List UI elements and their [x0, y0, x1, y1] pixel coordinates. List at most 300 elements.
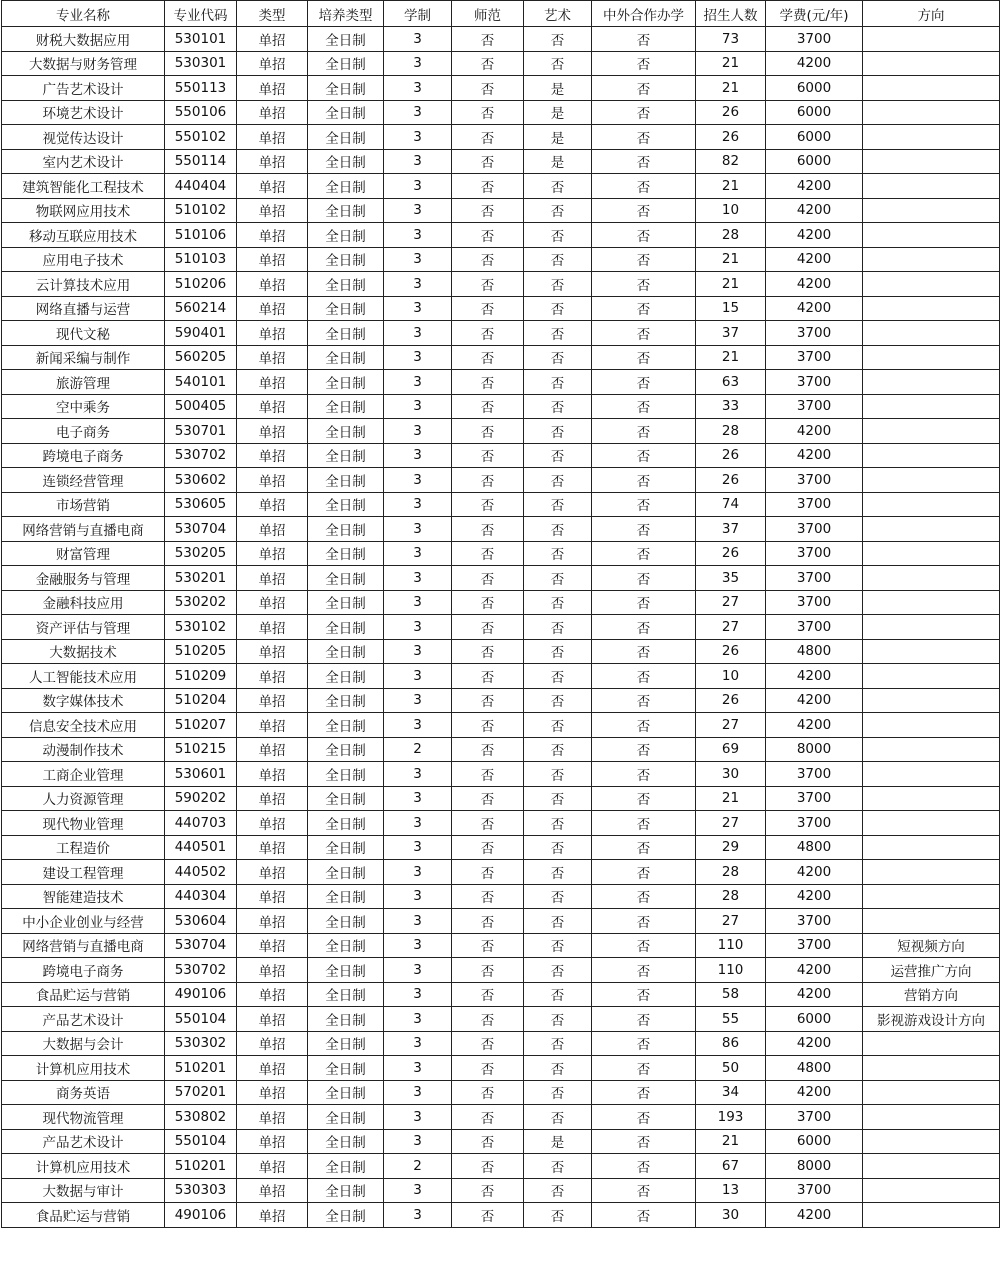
- tuition-cell: 4200: [766, 1080, 863, 1105]
- direction-cell: [863, 100, 1000, 125]
- major-code-cell: 440703: [165, 811, 237, 836]
- direction-cell: [863, 394, 1000, 419]
- major-name-cell: 现代物流管理: [2, 1105, 165, 1130]
- major-name-cell: 工程造价: [2, 835, 165, 860]
- table-row: [2, 296, 1000, 321]
- tuition-cell: 4800: [766, 639, 863, 664]
- joint-program-cell: 否: [592, 1105, 696, 1130]
- tuition-cell: 6000: [766, 76, 863, 101]
- type-cell: 单招: [237, 27, 308, 52]
- direction-cell: [863, 517, 1000, 542]
- study-mode-cell: 全日制: [308, 296, 384, 321]
- joint-program-cell: 否: [592, 762, 696, 787]
- normal-cell: 否: [452, 811, 524, 836]
- duration-cell: 3: [384, 198, 452, 223]
- normal-cell: 否: [452, 394, 524, 419]
- duration-cell: 3: [384, 419, 452, 444]
- joint-program-cell: 否: [592, 884, 696, 909]
- major-name-cell: 视觉传达设计: [2, 125, 165, 150]
- major-name-cell: 动漫制作技术: [2, 737, 165, 762]
- major-code-cell: 510215: [165, 737, 237, 762]
- study-mode-cell: 全日制: [308, 688, 384, 713]
- major-name-cell: 广告艺术设计: [2, 76, 165, 101]
- type-cell: 单招: [237, 835, 308, 860]
- table-row: [2, 909, 1000, 934]
- type-cell: 单招: [237, 345, 308, 370]
- major-code-cell: 530303: [165, 1178, 237, 1203]
- table-row: [2, 149, 1000, 174]
- table-row: [2, 443, 1000, 468]
- table-row: [2, 1154, 1000, 1179]
- joint-program-cell: 否: [592, 566, 696, 591]
- tuition-cell: 4800: [766, 1056, 863, 1081]
- duration-cell: 3: [384, 615, 452, 640]
- type-cell: 单招: [237, 174, 308, 199]
- joint-program-cell: 否: [592, 1129, 696, 1154]
- major-name-cell: 产品艺术设计: [2, 1007, 165, 1032]
- art-cell: 否: [524, 884, 592, 909]
- tuition-cell: 6000: [766, 149, 863, 174]
- type-cell: 单招: [237, 1056, 308, 1081]
- major-name-cell: 网络营销与直播电商: [2, 517, 165, 542]
- tuition-cell: 3700: [766, 566, 863, 591]
- header-type: 类型: [237, 1, 308, 27]
- tuition-cell: 3700: [766, 615, 863, 640]
- study-mode-cell: 全日制: [308, 321, 384, 346]
- major-code-cell: 510103: [165, 247, 237, 272]
- enrollment-cell: 26: [696, 541, 766, 566]
- type-cell: 单招: [237, 1178, 308, 1203]
- study-mode-cell: 全日制: [308, 1080, 384, 1105]
- type-cell: 单招: [237, 1080, 308, 1105]
- major-code-cell: 590202: [165, 786, 237, 811]
- art-cell: 否: [524, 933, 592, 958]
- table-row: [2, 1105, 1000, 1130]
- study-mode-cell: 全日制: [308, 786, 384, 811]
- normal-cell: 否: [452, 1105, 524, 1130]
- major-name-cell: 金融服务与管理: [2, 566, 165, 591]
- tuition-cell: 8000: [766, 1154, 863, 1179]
- study-mode-cell: 全日制: [308, 100, 384, 125]
- direction-cell: [863, 468, 1000, 493]
- direction-cell: 短视频方向: [863, 933, 1000, 958]
- major-code-cell: 570201: [165, 1080, 237, 1105]
- major-name-cell: 室内艺术设计: [2, 149, 165, 174]
- type-cell: 单招: [237, 1031, 308, 1056]
- art-cell: 是: [524, 76, 592, 101]
- study-mode-cell: 全日制: [308, 1129, 384, 1154]
- tuition-cell: 4200: [766, 860, 863, 885]
- duration-cell: 3: [384, 443, 452, 468]
- table-row: [2, 492, 1000, 517]
- major-code-cell: 530604: [165, 909, 237, 934]
- joint-program-cell: 否: [592, 223, 696, 248]
- joint-program-cell: 否: [592, 51, 696, 76]
- major-code-cell: 510205: [165, 639, 237, 664]
- tuition-cell: 4200: [766, 51, 863, 76]
- tuition-cell: 4200: [766, 443, 863, 468]
- normal-cell: 否: [452, 272, 524, 297]
- tuition-cell: 3700: [766, 345, 863, 370]
- joint-program-cell: 否: [592, 786, 696, 811]
- type-cell: 单招: [237, 517, 308, 542]
- study-mode-cell: 全日制: [308, 1203, 384, 1228]
- table-row: [2, 1056, 1000, 1081]
- type-cell: 单招: [237, 247, 308, 272]
- normal-cell: 否: [452, 27, 524, 52]
- table-row: [2, 517, 1000, 542]
- study-mode-cell: 全日制: [308, 468, 384, 493]
- art-cell: 否: [524, 27, 592, 52]
- direction-cell: 运营推广方向: [863, 958, 1000, 983]
- normal-cell: 否: [452, 198, 524, 223]
- duration-cell: 3: [384, 835, 452, 860]
- enrollment-cell: 27: [696, 590, 766, 615]
- normal-cell: 否: [452, 566, 524, 591]
- tuition-cell: 6000: [766, 125, 863, 150]
- enrollment-cell: 26: [696, 443, 766, 468]
- duration-cell: 3: [384, 909, 452, 934]
- study-mode-cell: 全日制: [308, 762, 384, 787]
- enrollment-cell: 28: [696, 223, 766, 248]
- major-name-cell: 财税大数据应用: [2, 27, 165, 52]
- duration-cell: 3: [384, 639, 452, 664]
- major-name-cell: 现代物业管理: [2, 811, 165, 836]
- joint-program-cell: 否: [592, 370, 696, 395]
- major-code-cell: 530102: [165, 615, 237, 640]
- table-row: [2, 566, 1000, 591]
- type-cell: 单招: [237, 149, 308, 174]
- direction-cell: [863, 566, 1000, 591]
- enrollment-cell: 28: [696, 860, 766, 885]
- major-code-cell: 440304: [165, 884, 237, 909]
- study-mode-cell: 全日制: [308, 639, 384, 664]
- table-row: [2, 1007, 1000, 1032]
- normal-cell: 否: [452, 713, 524, 738]
- direction-cell: [863, 345, 1000, 370]
- table-row: [2, 762, 1000, 787]
- direction-cell: 影视游戏设计方向: [863, 1007, 1000, 1032]
- duration-cell: 3: [384, 272, 452, 297]
- major-name-cell: 信息安全技术应用: [2, 713, 165, 738]
- art-cell: 否: [524, 223, 592, 248]
- duration-cell: 3: [384, 1203, 452, 1228]
- type-cell: 单招: [237, 786, 308, 811]
- enrollment-cell: 27: [696, 909, 766, 934]
- major-code-cell: 530602: [165, 468, 237, 493]
- joint-program-cell: 否: [592, 27, 696, 52]
- major-name-cell: 数字媒体技术: [2, 688, 165, 713]
- study-mode-cell: 全日制: [308, 394, 384, 419]
- enrollment-cell: 58: [696, 982, 766, 1007]
- major-code-cell: 540101: [165, 370, 237, 395]
- type-cell: 单招: [237, 296, 308, 321]
- duration-cell: 3: [384, 762, 452, 787]
- normal-cell: 否: [452, 1031, 524, 1056]
- enrollment-cell: 21: [696, 247, 766, 272]
- enrollment-cell: 26: [696, 100, 766, 125]
- major-name-cell: 大数据与审计: [2, 1178, 165, 1203]
- major-name-cell: 应用电子技术: [2, 247, 165, 272]
- art-cell: 否: [524, 713, 592, 738]
- joint-program-cell: 否: [592, 1154, 696, 1179]
- duration-cell: 3: [384, 811, 452, 836]
- art-cell: 否: [524, 1154, 592, 1179]
- joint-program-cell: 否: [592, 468, 696, 493]
- type-cell: 单招: [237, 933, 308, 958]
- major-code-cell: 440501: [165, 835, 237, 860]
- study-mode-cell: 全日制: [308, 198, 384, 223]
- enrollment-cell: 21: [696, 345, 766, 370]
- art-cell: 否: [524, 664, 592, 689]
- major-name-cell: 电子商务: [2, 419, 165, 444]
- table-row: [2, 1129, 1000, 1154]
- direction-cell: [863, 762, 1000, 787]
- header-tuition: 学费(元/年): [766, 1, 863, 27]
- art-cell: 否: [524, 737, 592, 762]
- duration-cell: 2: [384, 737, 452, 762]
- joint-program-cell: 否: [592, 615, 696, 640]
- major-code-cell: 530205: [165, 541, 237, 566]
- duration-cell: 3: [384, 713, 452, 738]
- header-art: 艺术: [524, 1, 592, 27]
- joint-program-cell: 否: [592, 860, 696, 885]
- tuition-cell: 4200: [766, 223, 863, 248]
- tuition-cell: 3700: [766, 1105, 863, 1130]
- direction-cell: [863, 370, 1000, 395]
- normal-cell: 否: [452, 982, 524, 1007]
- tuition-cell: 4200: [766, 198, 863, 223]
- duration-cell: 3: [384, 174, 452, 199]
- major-code-cell: 510204: [165, 688, 237, 713]
- normal-cell: 否: [452, 492, 524, 517]
- tuition-cell: 3700: [766, 321, 863, 346]
- direction-cell: [863, 1178, 1000, 1203]
- duration-cell: 3: [384, 76, 452, 101]
- type-cell: 单招: [237, 909, 308, 934]
- joint-program-cell: 否: [592, 933, 696, 958]
- art-cell: 否: [524, 1031, 592, 1056]
- art-cell: 否: [524, 590, 592, 615]
- type-cell: 单招: [237, 100, 308, 125]
- direction-cell: [863, 541, 1000, 566]
- tuition-cell: 6000: [766, 1129, 863, 1154]
- joint-program-cell: 否: [592, 1007, 696, 1032]
- type-cell: 单招: [237, 541, 308, 566]
- major-name-cell: 物联网应用技术: [2, 198, 165, 223]
- art-cell: 否: [524, 321, 592, 346]
- table-row: [2, 639, 1000, 664]
- major-name-cell: 中小企业创业与经营: [2, 909, 165, 934]
- enrollment-cell: 82: [696, 149, 766, 174]
- major-code-cell: 530802: [165, 1105, 237, 1130]
- table-row: [2, 737, 1000, 762]
- tuition-cell: 3700: [766, 394, 863, 419]
- enrollment-cell: 33: [696, 394, 766, 419]
- enrollment-cell: 21: [696, 786, 766, 811]
- header-enrollment: 招生人数: [696, 1, 766, 27]
- enrollment-cell: 21: [696, 51, 766, 76]
- art-cell: 否: [524, 468, 592, 493]
- major-code-cell: 500405: [165, 394, 237, 419]
- major-name-cell: 大数据与财务管理: [2, 51, 165, 76]
- tuition-cell: 3700: [766, 541, 863, 566]
- header-major-code: 专业代码: [165, 1, 237, 27]
- art-cell: 否: [524, 811, 592, 836]
- direction-cell: [863, 419, 1000, 444]
- enrollment-cell: 73: [696, 27, 766, 52]
- duration-cell: 3: [384, 933, 452, 958]
- study-mode-cell: 全日制: [308, 615, 384, 640]
- art-cell: 是: [524, 125, 592, 150]
- normal-cell: 否: [452, 517, 524, 542]
- normal-cell: 否: [452, 762, 524, 787]
- tuition-cell: 3700: [766, 590, 863, 615]
- duration-cell: 3: [384, 1031, 452, 1056]
- table-row: [2, 76, 1000, 101]
- normal-cell: 否: [452, 1203, 524, 1228]
- duration-cell: 3: [384, 492, 452, 517]
- direction-cell: [863, 1056, 1000, 1081]
- header-normal: 师范: [452, 1, 524, 27]
- table-row: [2, 1178, 1000, 1203]
- direction-cell: [863, 909, 1000, 934]
- major-name-cell: 商务英语: [2, 1080, 165, 1105]
- joint-program-cell: 否: [592, 835, 696, 860]
- tuition-cell: 4200: [766, 1031, 863, 1056]
- joint-program-cell: 否: [592, 394, 696, 419]
- duration-cell: 3: [384, 590, 452, 615]
- major-code-cell: 530301: [165, 51, 237, 76]
- joint-program-cell: 否: [592, 76, 696, 101]
- major-code-cell: 550114: [165, 149, 237, 174]
- art-cell: 否: [524, 762, 592, 787]
- direction-cell: [863, 590, 1000, 615]
- normal-cell: 否: [452, 1129, 524, 1154]
- art-cell: 否: [524, 1056, 592, 1081]
- art-cell: 否: [524, 272, 592, 297]
- duration-cell: 3: [384, 664, 452, 689]
- joint-program-cell: 否: [592, 247, 696, 272]
- type-cell: 单招: [237, 198, 308, 223]
- joint-program-cell: 否: [592, 688, 696, 713]
- duration-cell: 3: [384, 223, 452, 248]
- major-code-cell: 550106: [165, 100, 237, 125]
- normal-cell: 否: [452, 909, 524, 934]
- joint-program-cell: 否: [592, 590, 696, 615]
- art-cell: 否: [524, 1203, 592, 1228]
- table-row: [2, 835, 1000, 860]
- normal-cell: 否: [452, 786, 524, 811]
- enrollment-cell: 86: [696, 1031, 766, 1056]
- duration-cell: 3: [384, 345, 452, 370]
- duration-cell: 2: [384, 1154, 452, 1179]
- enrollment-cell: 28: [696, 884, 766, 909]
- table-row: [2, 370, 1000, 395]
- normal-cell: 否: [452, 443, 524, 468]
- major-name-cell: 资产评估与管理: [2, 615, 165, 640]
- direction-cell: [863, 27, 1000, 52]
- art-cell: 否: [524, 443, 592, 468]
- tuition-cell: 3700: [766, 811, 863, 836]
- direction-cell: [863, 688, 1000, 713]
- direction-cell: [863, 149, 1000, 174]
- study-mode-cell: 全日制: [308, 590, 384, 615]
- normal-cell: 否: [452, 296, 524, 321]
- table-row: [2, 51, 1000, 76]
- duration-cell: 3: [384, 566, 452, 591]
- type-cell: 单招: [237, 688, 308, 713]
- enrollment-table: [1, 0, 1000, 1228]
- tuition-cell: 3700: [766, 468, 863, 493]
- art-cell: 否: [524, 860, 592, 885]
- study-mode-cell: 全日制: [308, 1056, 384, 1081]
- major-name-cell: 网络直播与运营: [2, 296, 165, 321]
- normal-cell: 否: [452, 835, 524, 860]
- duration-cell: 3: [384, 517, 452, 542]
- table-row: [2, 125, 1000, 150]
- enrollment-cell: 74: [696, 492, 766, 517]
- table-row: [2, 27, 1000, 52]
- type-cell: 单招: [237, 1105, 308, 1130]
- type-cell: 单招: [237, 811, 308, 836]
- joint-program-cell: 否: [592, 1031, 696, 1056]
- major-name-cell: 跨境电子商务: [2, 958, 165, 983]
- enrollment-cell: 10: [696, 198, 766, 223]
- normal-cell: 否: [452, 76, 524, 101]
- study-mode-cell: 全日制: [308, 1105, 384, 1130]
- duration-cell: 3: [384, 541, 452, 566]
- major-code-cell: 510106: [165, 223, 237, 248]
- direction-cell: [863, 1154, 1000, 1179]
- direction-cell: [863, 321, 1000, 346]
- direction-cell: [863, 860, 1000, 885]
- joint-program-cell: 否: [592, 321, 696, 346]
- tuition-cell: 3700: [766, 1178, 863, 1203]
- tuition-cell: 3700: [766, 370, 863, 395]
- direction-cell: [863, 615, 1000, 640]
- direction-cell: [863, 639, 1000, 664]
- tuition-cell: 3700: [766, 909, 863, 934]
- type-cell: 单招: [237, 860, 308, 885]
- study-mode-cell: 全日制: [308, 835, 384, 860]
- normal-cell: 否: [452, 590, 524, 615]
- normal-cell: 否: [452, 223, 524, 248]
- study-mode-cell: 全日制: [308, 223, 384, 248]
- table-row: [2, 419, 1000, 444]
- type-cell: 单招: [237, 958, 308, 983]
- duration-cell: 3: [384, 884, 452, 909]
- type-cell: 单招: [237, 468, 308, 493]
- study-mode-cell: 全日制: [308, 492, 384, 517]
- art-cell: 否: [524, 982, 592, 1007]
- art-cell: 否: [524, 419, 592, 444]
- table-row: [2, 884, 1000, 909]
- enrollment-cell: 27: [696, 811, 766, 836]
- tuition-cell: 6000: [766, 1007, 863, 1032]
- major-code-cell: 550104: [165, 1129, 237, 1154]
- major-code-cell: 530202: [165, 590, 237, 615]
- art-cell: 是: [524, 149, 592, 174]
- joint-program-cell: 否: [592, 149, 696, 174]
- header-direction: 方向: [863, 1, 1000, 27]
- duration-cell: 3: [384, 27, 452, 52]
- tuition-cell: 3700: [766, 517, 863, 542]
- table-row: [2, 247, 1000, 272]
- joint-program-cell: 否: [592, 517, 696, 542]
- major-name-cell: 连锁经营管理: [2, 468, 165, 493]
- enrollment-cell: 69: [696, 737, 766, 762]
